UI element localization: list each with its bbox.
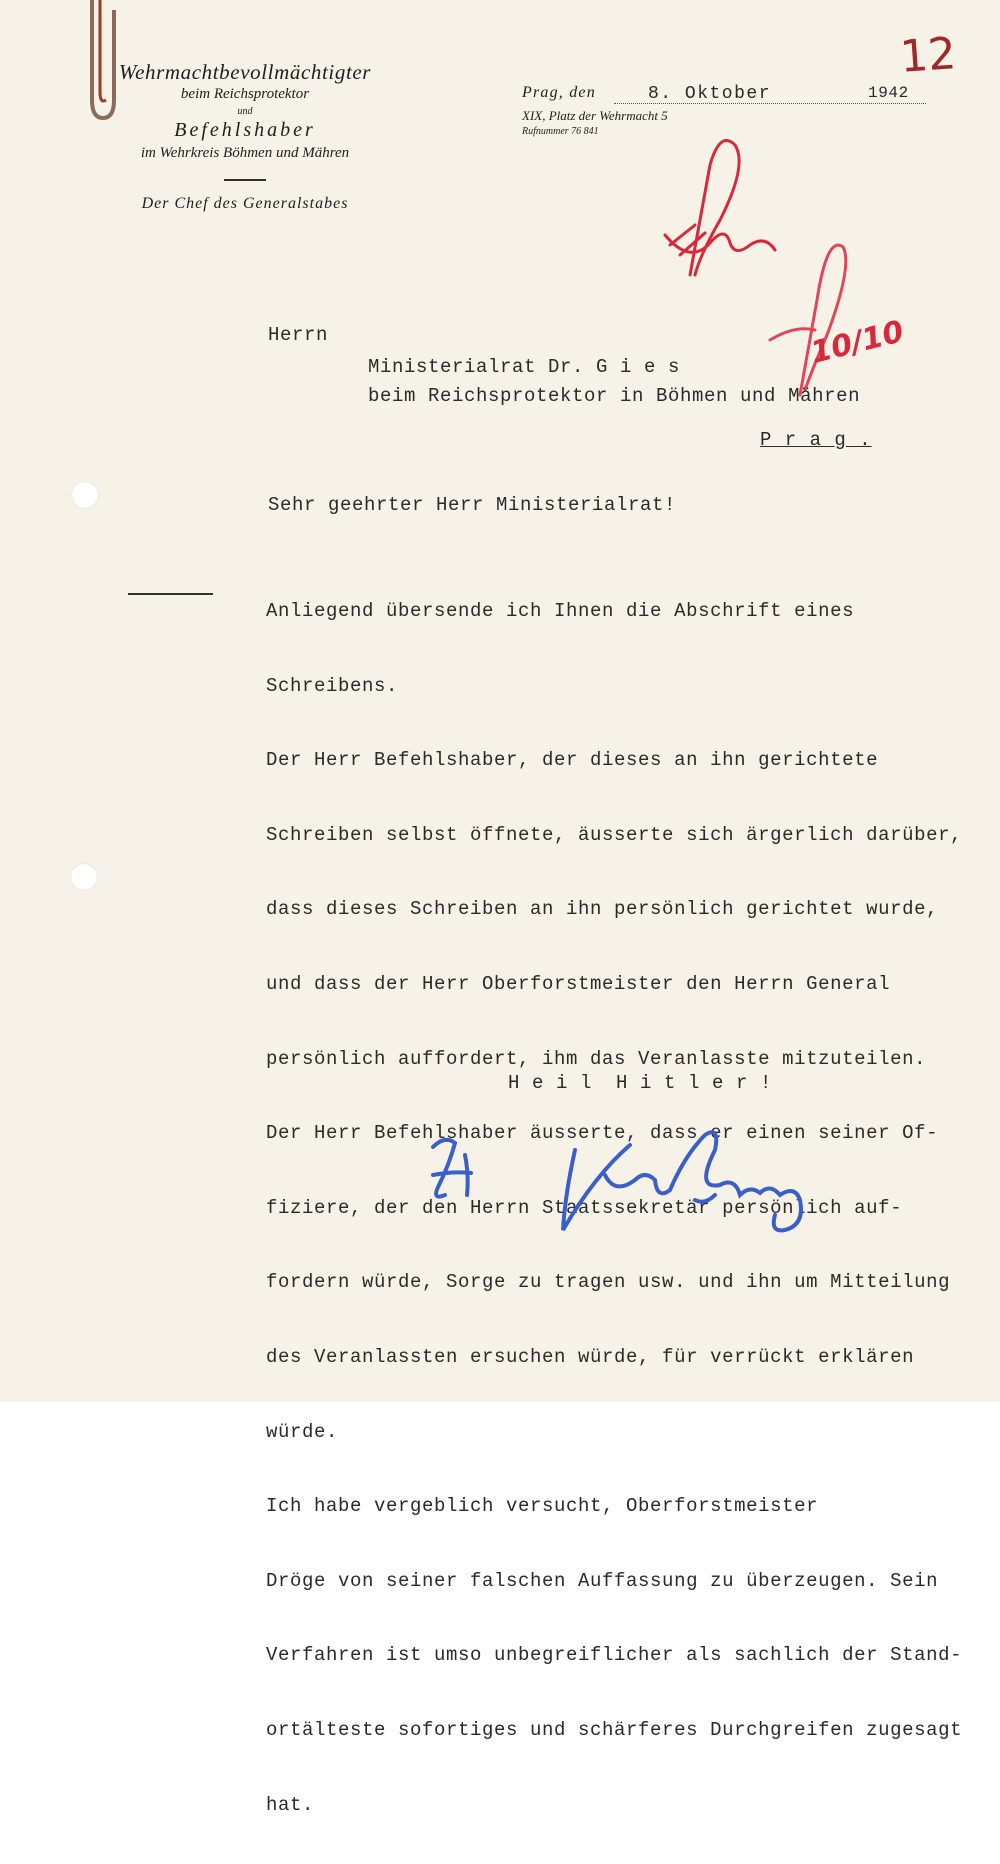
blue-initial-signature [425, 1125, 495, 1205]
body-line: ortälteste sofortiges und schärferes Durchgreifen zugesagt [266, 1718, 963, 1741]
phone-line: Rufnummer 76 841 [522, 126, 599, 137]
punch-hole-top [71, 481, 99, 509]
body-line: fiziere, der den Herrn Staatssekretär persönlich auf- [266, 1196, 903, 1219]
letterhead-divider [224, 179, 266, 181]
recipient-name: Ministerialrat Dr. G i e s [368, 356, 681, 378]
letterhead-chief: Der Chef des Generalstabes [141, 195, 349, 212]
recipient-office: beim Reichsprotektor in Böhmen und Mähren [368, 385, 861, 407]
letterhead-befehlshaber: Befehlshaber [174, 119, 316, 141]
letterhead-wehrkreis: im Wehrkreis Böhmen und Mähren [140, 145, 350, 161]
body-line: Schreibens. [266, 674, 399, 697]
body-line: Verfahren ist umso unbegreiflicher als sachlich der Stand- [266, 1644, 963, 1667]
closing: H e i l H i t l e r ! [508, 1072, 773, 1094]
letterhead-title: Wehrmachtbevollmächtigter [118, 60, 372, 84]
body-line: Anliegend übersende ich Ihnen die Abschrift eines [266, 600, 855, 622]
greeting: Sehr geehrter Herr Ministerialrat! [268, 494, 677, 516]
letterhead-subtitle: beim Reichsprotektor [180, 86, 310, 102]
blue-signature [545, 1115, 845, 1245]
folio-number: 12 [898, 28, 958, 83]
body-line: des Veranlassten ersuchen würde, für verrückt erklären [266, 1345, 915, 1368]
body-line: Der Herr Befehlshaber, der dieses an ihn gerichtete [266, 749, 879, 772]
place-label: Prag, den [522, 84, 596, 101]
margin-dash [128, 593, 213, 595]
body-line: dass dieses Schreiben an ihn persönlich gerichtet wurde, [266, 898, 939, 921]
recipient-city: P r a g . [760, 429, 872, 451]
address-line: XIX, Platz der Wehrmacht 5 [522, 108, 668, 123]
body-line: hat. [266, 1793, 315, 1816]
letterhead [80, 60, 410, 213]
body-line: fordern würde, Sorge zu tragen usw. und ihn um Mitteilung [266, 1271, 951, 1294]
punch-hole-bottom [70, 863, 98, 891]
red-initials-mark [755, 225, 925, 400]
body-line: Der Herr Befehlshaber äusserte, dass er einen seiner Of- [266, 1122, 939, 1145]
letter-date: 8. Oktober [648, 84, 772, 104]
place-date-line [522, 84, 932, 108]
body-line: persönlich auffordert, ihm das Veranlasste mitzuteilen. [266, 1047, 927, 1070]
body-line: würde. [266, 1420, 339, 1443]
body-line: Schreiben selbst öffnete, äusserte sich ärgerlich darüber, [266, 823, 963, 846]
letterhead-und: und [237, 106, 253, 117]
date-dotted-rule [614, 103, 926, 104]
recipient-salutation: Herrn [268, 324, 329, 346]
red-initials-date: 10/10 [807, 314, 908, 371]
body-line: Dröge von seiner falschen Auffassung zu überzeugen. Sein [266, 1569, 939, 1592]
body-line: Ich habe vergeblich versucht, Oberforstmeister [266, 1495, 819, 1518]
letter-year: 1942 [868, 84, 909, 102]
body-line: und dass der Herr Oberforstmeister den Herrn General [266, 972, 891, 995]
